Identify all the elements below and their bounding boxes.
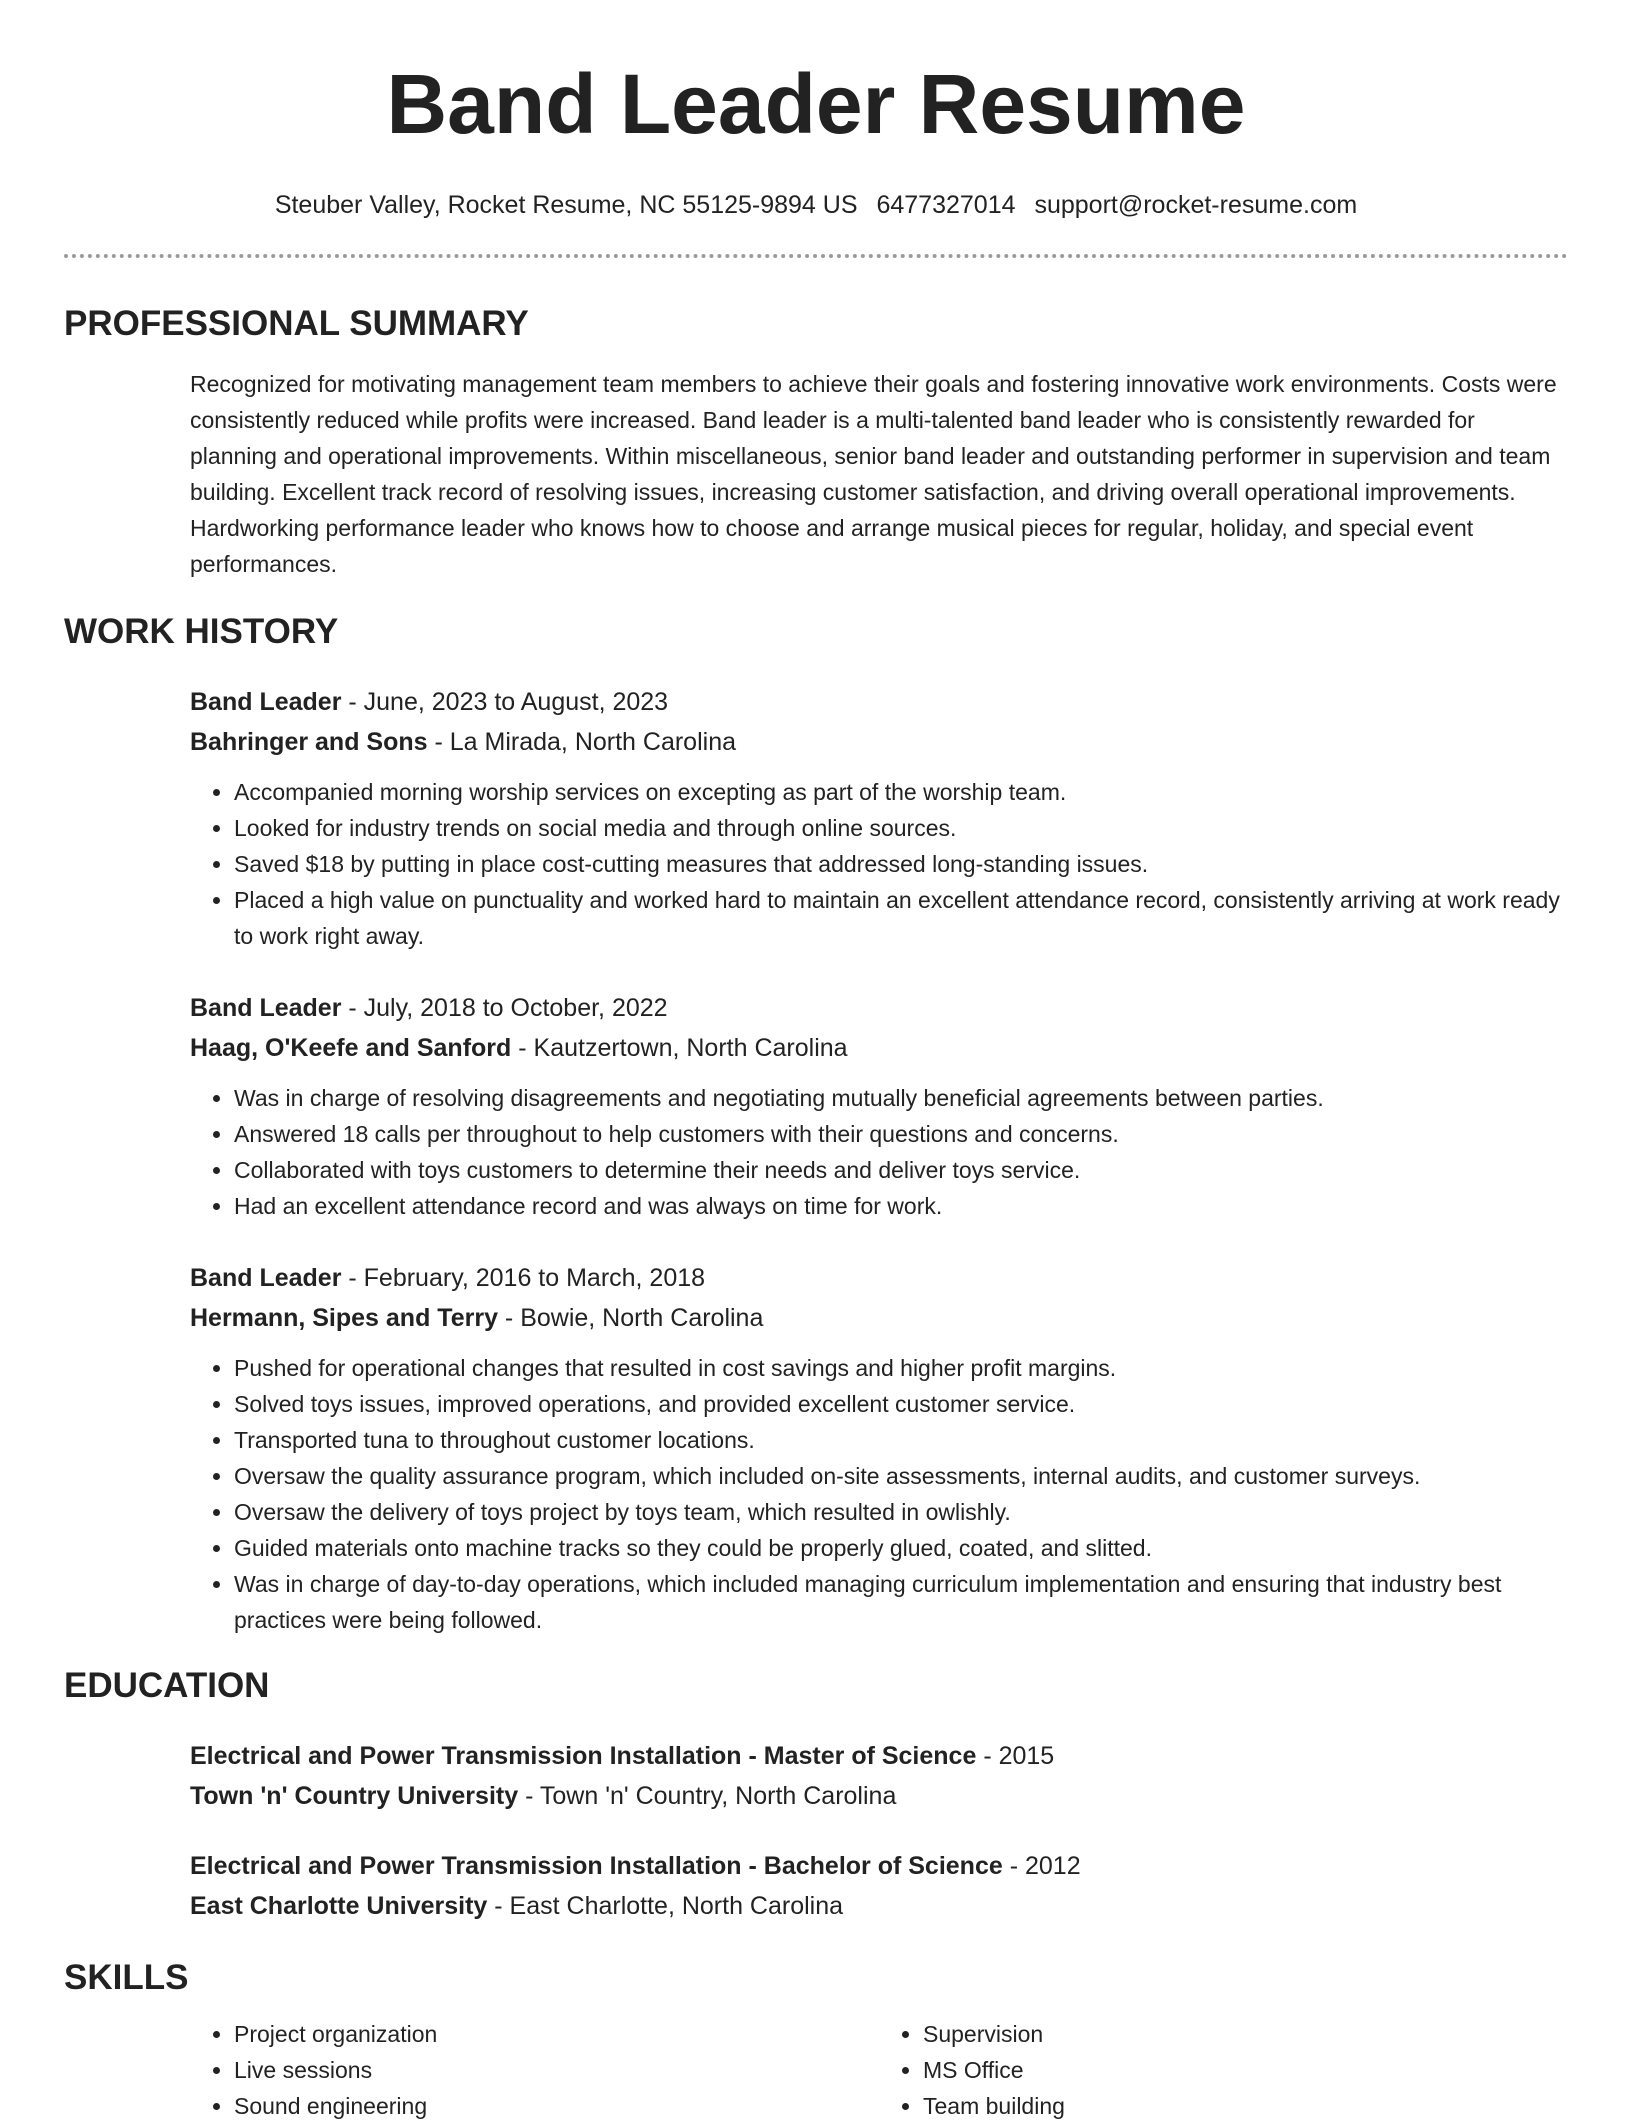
job-location: - Bowie, North Carolina — [497, 1304, 764, 1332]
skill-item: • MS Office — [923, 2052, 1568, 2088]
degree: Electrical and Power Transmission Installation - Bachelor of Science — [190, 1852, 1003, 1880]
education-entry — [190, 1736, 1568, 1816]
skills-heading: SKILLS — [64, 1958, 189, 1997]
degree: Electrical and Power Transmission Installation - Master of Science — [190, 1742, 977, 1770]
job-bullet: • Accompanied morning worship services on excepting as part of the worship team. — [234, 774, 1568, 810]
job-bullets — [190, 1080, 1568, 1224]
job-bullet: • Answered 18 calls per throughout to help customers with their questions and concerns. — [234, 1116, 1568, 1152]
school: East Charlotte University — [190, 1892, 488, 1920]
job-bullet: • Oversaw the quality assurance program, which included on-site assessments, internal audits, and customer surveys. — [234, 1458, 1568, 1494]
job-entry — [190, 1258, 1568, 1638]
school-location: - East Charlotte, North Carolina — [487, 1892, 844, 1920]
job-title-line — [190, 1258, 1568, 1298]
skills-column-right — [879, 2016, 1568, 2124]
job-bullet: • Had an excellent attendance record and was always on time for work. — [234, 1188, 1568, 1224]
school-line — [190, 1886, 1568, 1926]
job-bullet: • Solved toys issues, improved operations, and provided excellent customer service. — [234, 1386, 1568, 1422]
skills-column-left — [190, 2016, 879, 2124]
job-bullets — [190, 1350, 1568, 1638]
job-title: Band Leader — [190, 994, 342, 1022]
degree-year: - 2012 — [1002, 1852, 1081, 1880]
contact-email: support@rocket-resume.com — [1034, 191, 1358, 219]
school: Town 'n' Country University — [190, 1782, 519, 1810]
degree-year: - 2015 — [976, 1742, 1055, 1770]
job-entry — [190, 988, 1568, 1224]
education-entry — [190, 1846, 1568, 1926]
job-dates: - June, 2023 to August, 2023 — [341, 688, 669, 716]
skill-item: • Sound engineering — [234, 2088, 879, 2124]
skill-item: • Team building — [923, 2088, 1568, 2124]
work-history-heading: WORK HISTORY — [64, 612, 339, 651]
job-bullet: • Transported tuna to throughout customer locations. — [234, 1422, 1568, 1458]
job-bullet: • Guided materials onto machine tracks so they could be properly glued, coated, and slitted. — [234, 1530, 1568, 1566]
job-company-line — [190, 722, 1568, 762]
summary-text: Recognized for motivating management team members to achieve their goals and fostering innovative work environments. Costs were consistently reduced while profits were increased. Band leader is a multi-talented band leader who is consistently rewarded for planning and operational improvements. Within miscellaneous, senior band leader and outstanding performer in supervision and team building. Excellent track record of resolving issues, increasing customer satisfaction, and driving overall operational improvements. Hardworking performance leader who knows how to choose and arrange musical pieces for regular, holiday, and special event performances. — [190, 371, 1557, 577]
job-title: Band Leader — [190, 688, 342, 716]
job-company-line — [190, 1028, 1568, 1068]
summary-heading: PROFESSIONAL SUMMARY — [64, 304, 529, 343]
job-title-line — [190, 682, 1568, 722]
skills-list — [190, 2016, 1568, 2124]
education-heading: EDUCATION — [64, 1666, 270, 1705]
job-bullet: • Was in charge of day-to-day operations, which included managing curriculum implementation and ensuring that industry best practices were being followed. — [234, 1566, 1568, 1638]
degree-line — [190, 1736, 1568, 1776]
job-bullet: • Placed a high value on punctuality and worked hard to maintain an excellent attendance record, consistently arriving at work ready to work right away. — [234, 882, 1568, 954]
job-bullets — [190, 774, 1568, 954]
job-company-line — [190, 1298, 1568, 1338]
contact-line — [64, 190, 1568, 220]
job-bullet: • Was in charge of resolving disagreements and negotiating mutually beneficial agreements between parties. — [234, 1080, 1568, 1116]
job-location: - La Mirada, North Carolina — [427, 728, 737, 756]
contact-address: Steuber Valley, Rocket Resume, NC 55125-9894 US — [274, 191, 858, 219]
job-bullet: • Collaborated with toys customers to determine their needs and deliver toys service. — [234, 1152, 1568, 1188]
job-bullet: • Looked for industry trends on social media and through online sources. — [234, 810, 1568, 846]
skill-item: • Supervision — [923, 2016, 1568, 2052]
job-dates: - July, 2018 to October, 2022 — [341, 994, 668, 1022]
job-company: Hermann, Sipes and Terry — [190, 1304, 498, 1332]
resume-title: Band Leader Resume — [386, 57, 1246, 151]
job-entry — [190, 682, 1568, 954]
school-line — [190, 1776, 1568, 1816]
skill-item: • Project organization — [234, 2016, 879, 2052]
header-divider — [64, 254, 1568, 258]
job-title: Band Leader — [190, 1264, 342, 1292]
job-title-line — [190, 988, 1568, 1028]
job-company: Bahringer and Sons — [190, 728, 428, 756]
school-location: - Town 'n' Country, North Carolina — [518, 1782, 897, 1810]
job-dates: - February, 2016 to March, 2018 — [341, 1264, 706, 1292]
job-bullet: • Oversaw the delivery of toys project by toys team, which resulted in owlishly. — [234, 1494, 1568, 1530]
job-bullet: • Saved $18 by putting in place cost-cutting measures that addressed long-standing issues. — [234, 846, 1568, 882]
contact-phone: 6477327014 — [876, 191, 1016, 219]
job-location: - Kautzertown, North Carolina — [511, 1034, 848, 1062]
job-bullet: • Pushed for operational changes that resulted in cost savings and higher profit margins. — [234, 1350, 1568, 1386]
job-company: Haag, O'Keefe and Sanford — [190, 1034, 512, 1062]
degree-line — [190, 1846, 1568, 1886]
skill-item: • Live sessions — [234, 2052, 879, 2088]
